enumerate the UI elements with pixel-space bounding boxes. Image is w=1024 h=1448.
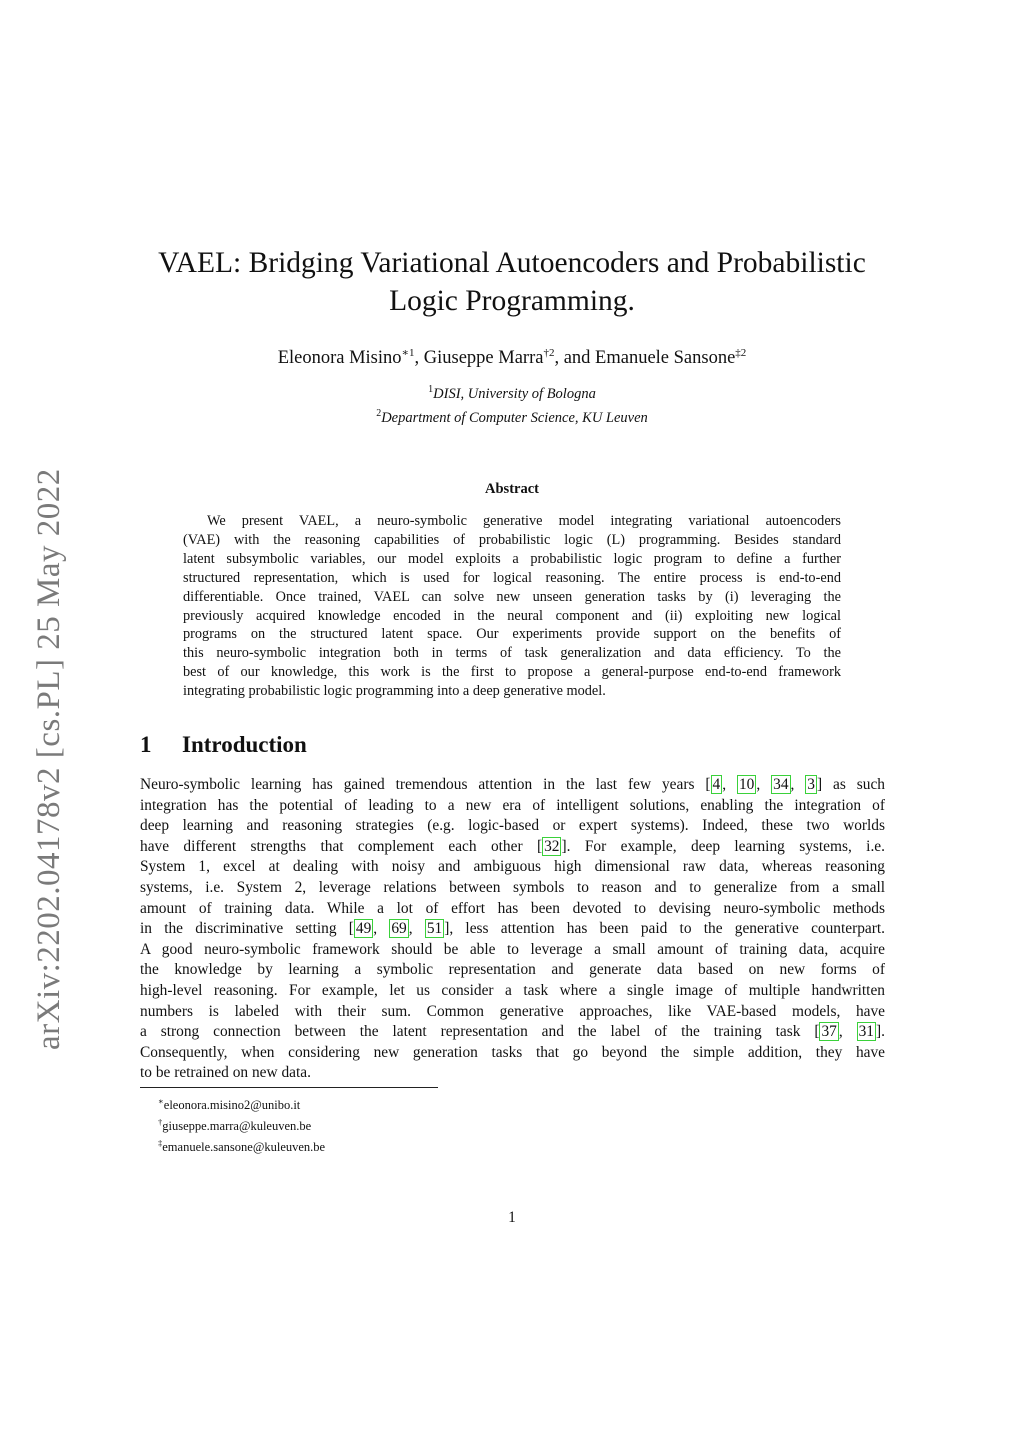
paragraph-line: A good neuro-symbolic framework should be able to leverage a small amount of training data, acquire bbox=[140, 940, 885, 958]
footnote-mark: ‡ bbox=[158, 1138, 163, 1148]
citation-link[interactable]: 51 bbox=[426, 920, 443, 938]
text-run: . bbox=[881, 1023, 885, 1041]
paragraph-line: integration has the potential of leading to a new era of intelligent solutions, enabling the integration of bbox=[140, 796, 885, 814]
author-1: Eleonora Misino bbox=[277, 348, 402, 368]
footnote-email[interactable]: giuseppe.marra@kuleuven.be bbox=[162, 1119, 312, 1133]
author-2-mark: †2 bbox=[543, 347, 555, 359]
section-number: 1 bbox=[140, 732, 152, 757]
abstract-line: best of our knowledge, this work is the first to propose a general-purpose end-to-end framework bbox=[183, 664, 841, 681]
abstract-line: (VAE) with the reasoning capabilities of probabilistic logic (L) programming. Besides standard bbox=[183, 531, 841, 548]
abstract-heading: Abstract bbox=[485, 481, 539, 497]
paragraph-line: a strong connection between the latent representation and the label of the training task [ 37 , 31 ]. bbox=[140, 1023, 885, 1041]
paragraph-line: amount of training data. While a lot of effort has been devoted to devising neuro-symbolic methods bbox=[140, 899, 885, 917]
abstract-line: We present VAEL, a neuro-symbolic generative model integrating variational autoencoders bbox=[207, 513, 841, 529]
citation-link[interactable]: 49 bbox=[355, 920, 372, 938]
author-3: and Emanuele Sansone bbox=[563, 348, 736, 368]
paragraph-line: the knowledge by learning a symbolic representation and generate data based on new forms of bbox=[140, 961, 885, 979]
abstract-line: latent subsymbolic variables, our model exploits a probabilistic logic program to define a further bbox=[183, 550, 841, 567]
citation-link[interactable]: 34 bbox=[773, 776, 789, 793]
footnote-email[interactable]: eleonora.misino2@unibo.it bbox=[163, 1098, 301, 1112]
citation-link[interactable]: 31 bbox=[858, 1023, 874, 1041]
author-3-mark: ‡2 bbox=[735, 347, 747, 359]
affiliation-2 bbox=[140, 404, 884, 428]
paragraph-line: systems, i.e. System 2, leverage relations between symbols to reason and to generalize from a small bbox=[140, 878, 885, 896]
text-run: as such bbox=[822, 776, 885, 793]
citation-link[interactable]: 10 bbox=[738, 776, 755, 793]
affiliation-1-num: 1 bbox=[428, 384, 434, 395]
footnote-2 bbox=[158, 1114, 325, 1135]
citation-link[interactable]: 3 bbox=[807, 776, 815, 793]
introduction-paragraph bbox=[140, 775, 885, 1084]
affiliation-1-text: DISI, University of Bologna bbox=[433, 386, 596, 402]
paper-title bbox=[140, 244, 884, 320]
affiliation-2-num: 2 bbox=[376, 408, 382, 419]
footnotes bbox=[158, 1093, 325, 1156]
section-title: Introduction bbox=[182, 732, 307, 757]
footnote-email[interactable]: emanuele.sansone@kuleuven.be bbox=[162, 1140, 326, 1154]
text-run: a strong connection between the latent representation and the label of the training task bbox=[140, 1023, 815, 1041]
citation-link[interactable]: 37 bbox=[821, 1023, 837, 1041]
footnote-1 bbox=[158, 1093, 325, 1114]
title-line-1: VAEL: Bridging Variational Autoencoders and Probabilistic bbox=[158, 247, 866, 279]
author-2: Giuseppe Marra bbox=[423, 348, 544, 368]
footnote-mark: ∗ bbox=[158, 1096, 164, 1106]
footnote-3 bbox=[158, 1135, 325, 1156]
text-run: have different strengths that complement each other bbox=[140, 837, 537, 855]
text-run: . For example, deep learning systems, i.e. bbox=[566, 837, 885, 855]
paragraph-line: System 1, excel at dealing with noisy and ambiguous high dimensional raw data, whereas reasoning bbox=[140, 858, 885, 876]
abstract-line: differentiable. Once trained, VAEL can solve new unseen generation tasks by (i) leveraging the bbox=[183, 588, 841, 605]
text-run: , less attention has been paid to the generative counterpart. bbox=[449, 920, 885, 938]
affiliation-2-text: Department of Computer Science, KU Leuven bbox=[381, 410, 648, 426]
text-run: in the discriminative setting bbox=[140, 920, 349, 938]
paragraph-line: in the discriminative setting [ 49 , 69 , 51 ], less attention has been paid to the generative counterpart. bbox=[140, 920, 885, 938]
author-1-mark: ∗1 bbox=[401, 347, 415, 359]
abstract-body bbox=[183, 512, 841, 701]
page-number: 1 bbox=[508, 1209, 516, 1226]
abstract-line: programs on the structured latent space. Our experiments provide support on the benefits of bbox=[183, 626, 841, 643]
section-heading-introduction bbox=[140, 730, 307, 760]
abstract-line: this neuro-symbolic integration both in terms of task generalization and data efficiency. To the bbox=[183, 645, 841, 662]
footnote-mark: † bbox=[158, 1117, 163, 1127]
affiliations bbox=[140, 380, 884, 428]
paragraph-line: to be retrained on new data. bbox=[140, 1064, 311, 1082]
citation-link[interactable]: 69 bbox=[391, 920, 407, 938]
title-line-2: Logic Programming. bbox=[389, 285, 635, 317]
paragraph-line: numbers is labeled with their sum. Common generative approaches, like VAE-based models, have bbox=[140, 1002, 885, 1020]
arxiv-identifier-stamp: arXiv:2202.04178v2 [cs.PL] 25 May 2022 bbox=[31, 468, 67, 1050]
citation-link[interactable]: 32 bbox=[544, 837, 560, 855]
abstract-line: previously acquired knowledge encoded in the neural component and (ii) exploiting new logical bbox=[183, 607, 841, 624]
citation-link[interactable]: 4 bbox=[712, 776, 721, 793]
abstract-line: integrating probabilistic logic programming into a deep generative model. bbox=[183, 683, 606, 700]
affiliation-1 bbox=[140, 380, 884, 404]
author-list: Eleonora Misino$^{∗1}$, Giuseppe Marra$^{\dagger 2}$, and Emanuele Sansone$^{\ddagger 2}$ bbox=[277, 347, 747, 368]
paragraph-line: Consequently, when considering new generation tasks that go beyond the simple addition, they have bbox=[140, 1043, 885, 1061]
paragraph-line: Neuro-symbolic learning has gained tremendous attention in the last few years [ 4 , 10 , 34 , 3 ] as such bbox=[140, 776, 885, 793]
paragraph-line: have different strengths that complement each other [ 32 ]. For example, deep learning systems, i.e. bbox=[140, 837, 885, 855]
text-run: Neuro-symbolic learning has gained tremendous attention in the last few years bbox=[140, 776, 706, 793]
abstract-line: structured representation, which is used for logical reasoning. The entire process is end-to-end bbox=[183, 569, 841, 586]
paragraph-line: deep learning and reasoning strategies (e.g. logic-based or expert systems). Indeed, these two worlds bbox=[140, 817, 885, 835]
footnote-rule bbox=[140, 1087, 438, 1088]
paragraph-line: high-level reasoning. For example, let us consider a task where a single image of multiple handwritten bbox=[140, 981, 885, 999]
